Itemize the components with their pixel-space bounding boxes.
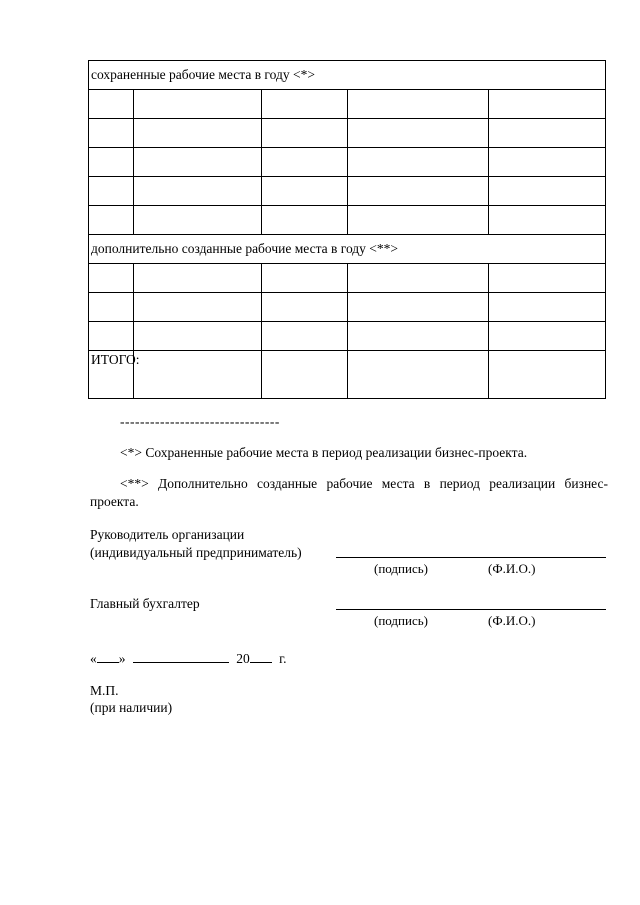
head-title-line1: Руководитель организации — [90, 527, 245, 542]
stamp-note: (при наличии) — [90, 700, 173, 715]
date-year-prefix: 20 — [236, 651, 250, 666]
accountant-signature-line[interactable] — [336, 609, 606, 610]
date-year-blank[interactable] — [250, 651, 272, 663]
table-row — [89, 206, 605, 235]
total-row — [89, 351, 605, 398]
head-name-caption: (Ф.И.О.) — [488, 561, 536, 576]
section-additional-jobs — [89, 235, 605, 264]
section-retained-label: сохраненные рабочие места в году <*> — [91, 67, 315, 82]
table-row — [89, 119, 605, 148]
date-close-quote: » — [118, 651, 126, 666]
stamp-label: М.П. — [90, 683, 119, 698]
head-title-line2: (индивидуальный предприниматель) — [90, 545, 302, 560]
accountant-signature-caption: (подпись) — [374, 613, 428, 628]
table-row — [89, 90, 605, 119]
footnote-1: <*> Сохраненные рабочие места в период реализации бизнес-проекта. — [120, 445, 528, 460]
table-row — [89, 322, 605, 351]
head-signature-line[interactable] — [336, 557, 606, 558]
section-additional-label: дополнительно созданные рабочие места в году <**> — [91, 241, 399, 256]
accountant-name-caption: (Ф.И.О.) — [488, 613, 536, 628]
table-row — [89, 177, 605, 206]
footnote-2: <**> Дополнительно созданные рабочие места в период реализации бизнес-проекта. — [90, 476, 608, 509]
date-open-quote: « — [90, 651, 97, 666]
table-row — [89, 148, 605, 177]
date-month-blank[interactable] — [133, 651, 229, 663]
section-retained-jobs — [89, 61, 605, 90]
date-line — [90, 651, 287, 667]
chief-accountant-label: Главный бухгалтер — [90, 596, 200, 611]
head-signature-caption: (подпись) — [374, 561, 428, 576]
table-row — [89, 264, 605, 293]
footnote-divider: -------------------------------- — [120, 414, 280, 429]
jobs-table — [88, 60, 606, 399]
date-year-suffix: г. — [279, 651, 287, 666]
table-row — [89, 293, 605, 322]
total-label: ИТОГО: — [89, 351, 134, 398]
date-day-blank[interactable] — [97, 651, 119, 663]
